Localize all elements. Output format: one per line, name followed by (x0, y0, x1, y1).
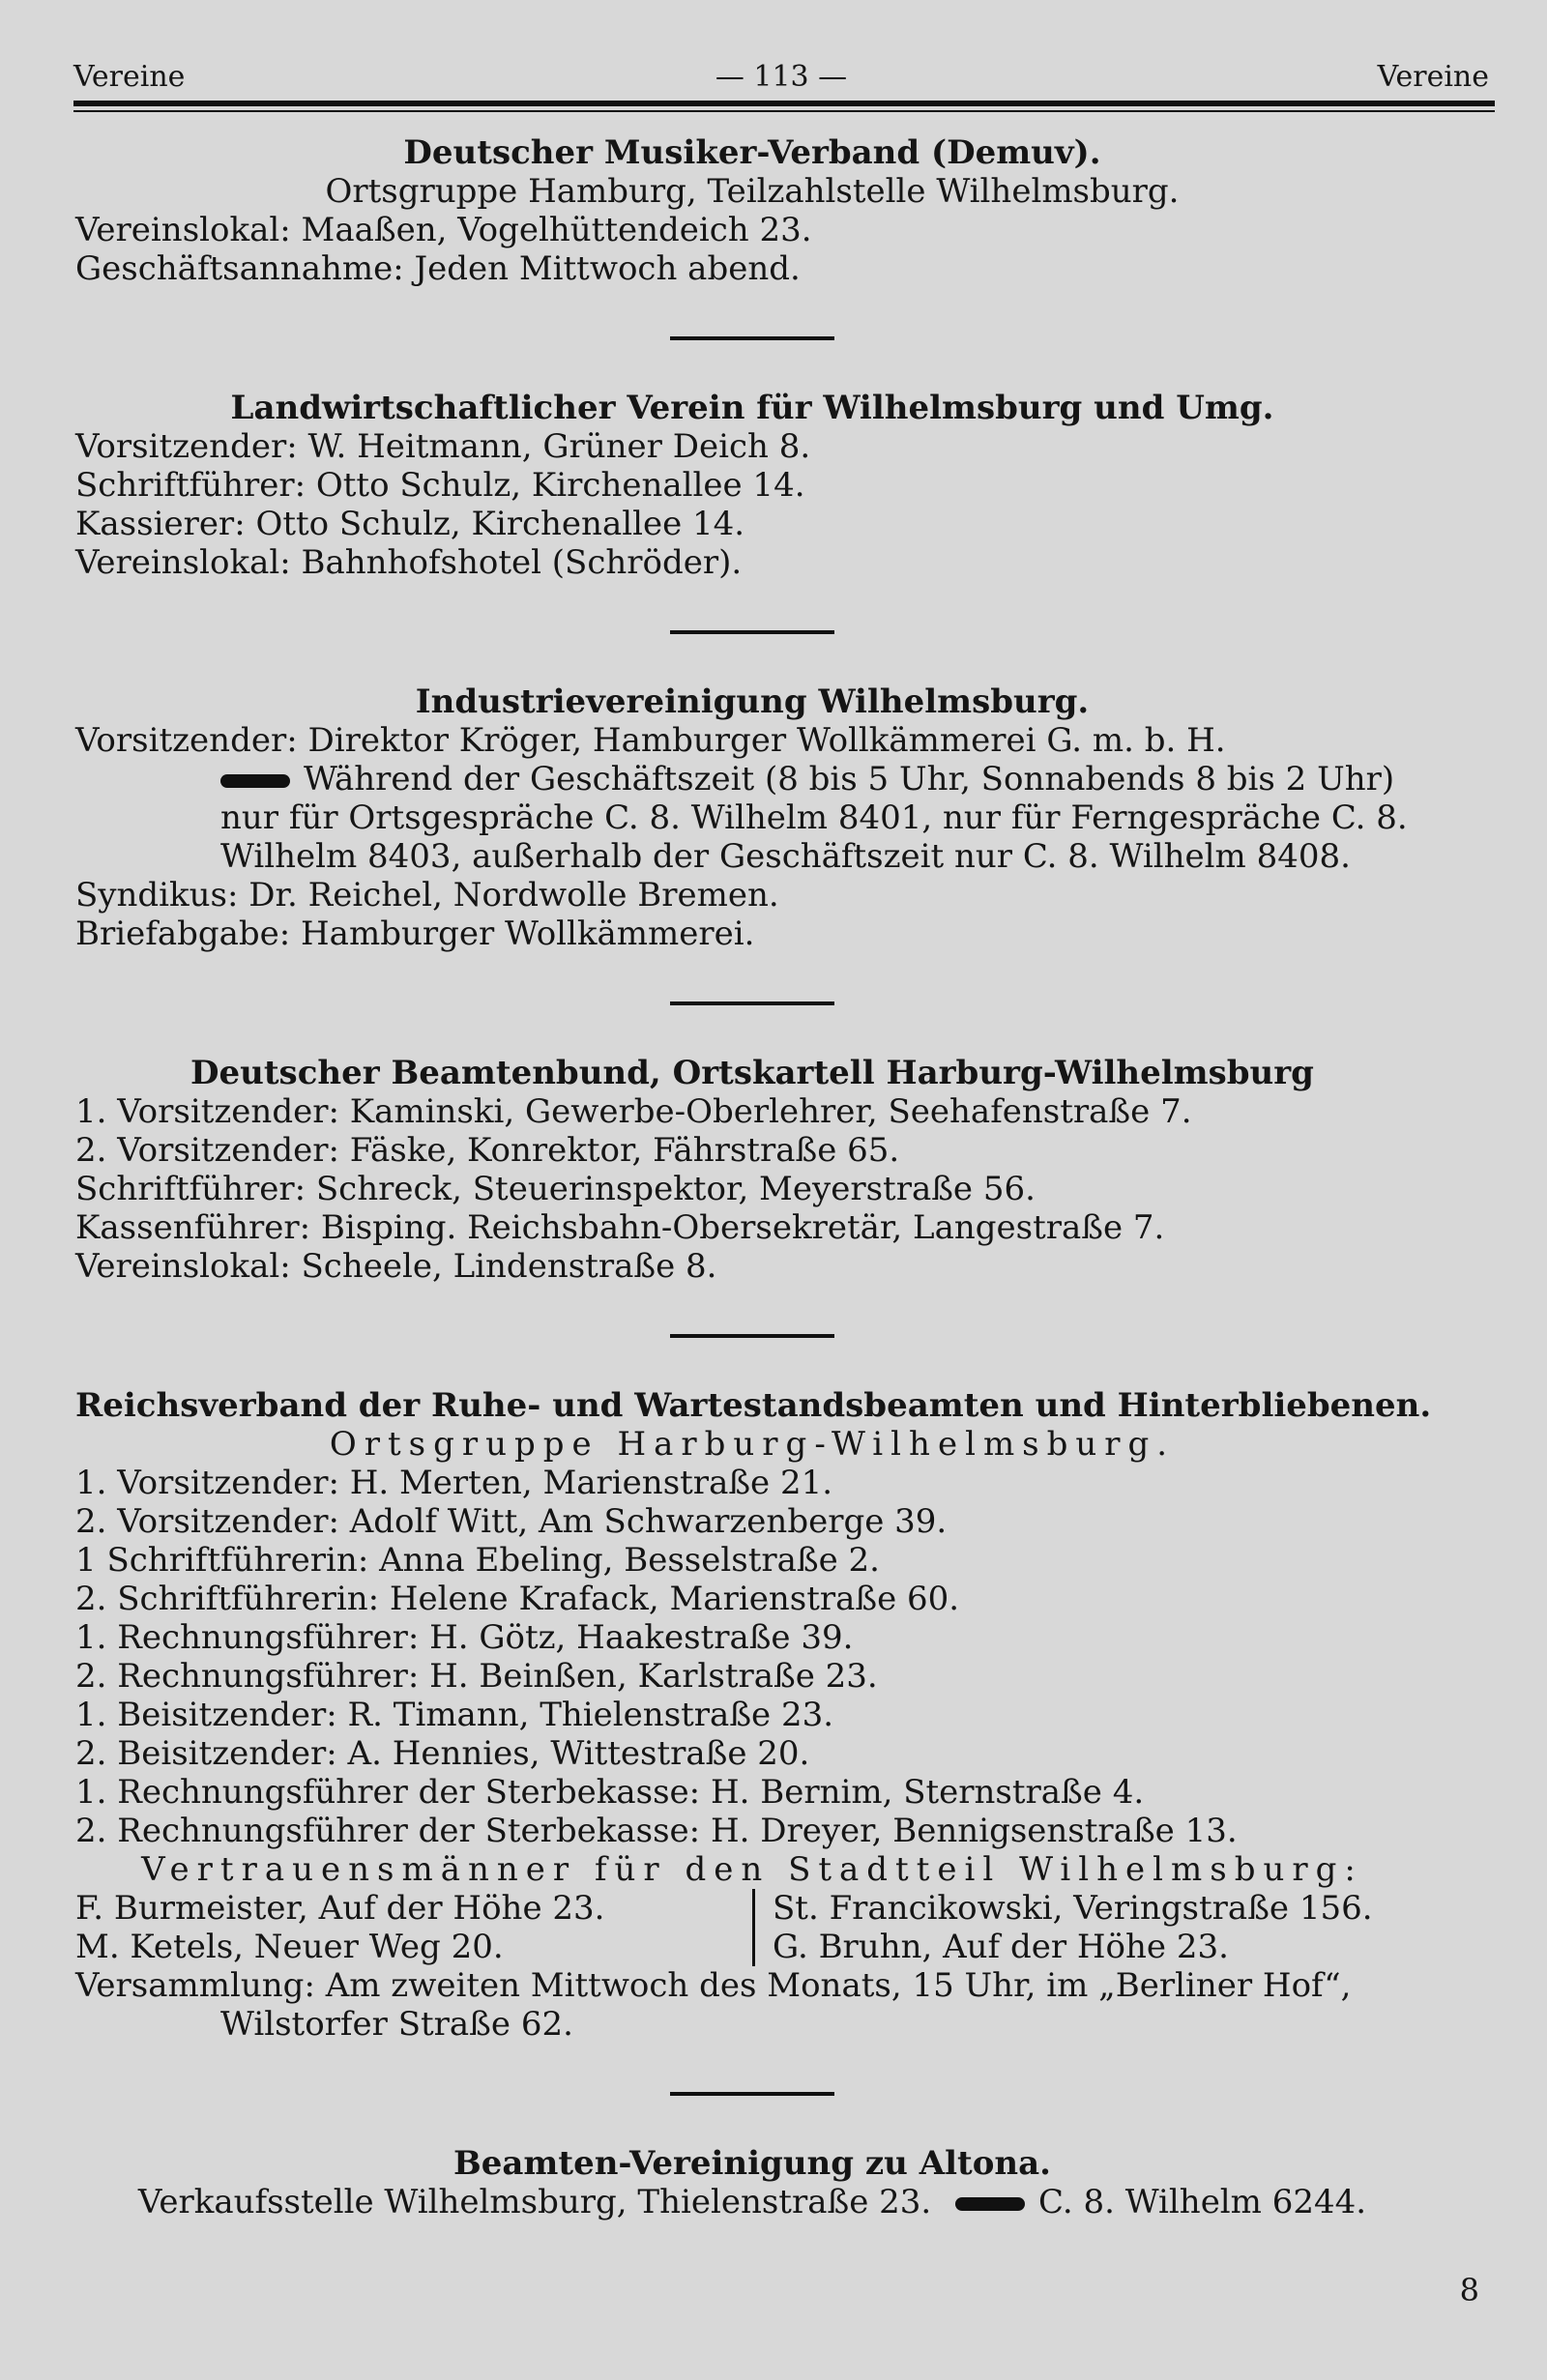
entry-line: Syndikus: Dr. Reichel, Nordwolle Bremen. (75, 876, 779, 914)
entry-line: Vereinslokal: Maaßen, Vogelhüttendeich 23. (75, 211, 812, 249)
phone-line: nur für Ortsgespräche C. 8. Wilhelm 8401, nur für Ferngespräche C. 8. (220, 798, 1408, 837)
trust-columns (75, 1889, 1429, 1966)
trust-left-column (75, 1889, 752, 1966)
section-musiker-verband (75, 133, 1429, 288)
header-left: Vereine (73, 60, 186, 94)
entry-line: 2. Vorsitzender: Adolf Witt, Am Schwarzenberge 39. (75, 1502, 948, 1541)
meeting-line: Versammlung: Am zweiten Mittwoch des Monats, 15 Uhr, im „Berliner Hof“, (75, 1966, 1352, 2005)
section-reichsverband (75, 1386, 1432, 2044)
entry-line: 1. Beisitzender: R. Timann, Thielenstraße 23. (75, 1696, 834, 1734)
entry-line: 2. Rechnungsführer der Sterbekasse: H. Dreyer, Bennigsenstraße 13. (75, 1812, 1238, 1850)
separator (75, 2044, 1429, 2144)
trust-entry: St. Francikowski, Veringstraße 156. (773, 1889, 1373, 1928)
entry-line: 1. Vorsitzender: H. Merten, Marienstraße 21. (75, 1464, 833, 1502)
entry-text: C. 8. Wilhelm 6244. (1038, 2183, 1367, 2221)
telephone-icon (220, 774, 290, 788)
entry-line: Kassenführer: Bisping. Reichsbahn-Obersekretär, Langestraße 7. (75, 1208, 1165, 1247)
section-title: Beamten-Vereinigung zu Altona. (452, 2144, 1051, 2183)
entry-line: Vorsitzender: W. Heitmann, Grüner Deich 8. (75, 427, 811, 466)
telephone-icon (955, 2197, 1025, 2211)
trust-title: Vertrauensmänner für den Stadtteil Wilhelmsburg: (141, 1850, 1363, 1889)
separator (75, 953, 1429, 1054)
header-right: Vereine (1377, 60, 1489, 94)
meeting-line: Wilstorfer Straße 62. (220, 2005, 573, 2044)
main-content (75, 133, 1432, 2221)
section-title: Industrievereinigung Wilhelmsburg. (415, 682, 1090, 721)
header-rule-thin (73, 110, 1495, 112)
separator (75, 582, 1429, 682)
phone-line (75, 760, 1429, 798)
entry-text: Verkaufsstelle Wilhelmsburg, Thielenstraße 23. (137, 2183, 932, 2221)
separator (75, 288, 1429, 389)
entry-line: Geschäftsannahme: Jeden Mittwoch abend. (75, 249, 801, 288)
entry-line (75, 2183, 1429, 2221)
entry-line: 1. Rechnungsführer: H. Götz, Haakestraße 39. (75, 1618, 854, 1657)
section-beamten-vereinigung (75, 2144, 1429, 2221)
entry-line: Schriftführer: Schreck, Steuerinspektor, Meyerstraße 56. (75, 1170, 1036, 1208)
section-industrievereinigung (75, 682, 1429, 953)
running-header (73, 60, 1489, 106)
section-beamtenbund (75, 1054, 1429, 1286)
entry-line: 2. Beisitzender: A. Hennies, Wittestraße 20. (75, 1734, 810, 1773)
section-title: Landwirtschaftlicher Verein für Wilhelmsburg und Umg. (230, 389, 1274, 427)
section-subtitle: Ortsgruppe Hamburg, Teilzahlstelle Wilhelmsburg. (325, 172, 1180, 211)
entry-line: Vorsitzender: Direktor Kröger, Hamburger Wollkämmerei G. m. b. H. (75, 721, 1226, 760)
entry-line: 2. Vorsitzender: Fäske, Konrektor, Fährstraße 65. (75, 1131, 900, 1170)
entry-line: 2. Schriftführerin: Helene Krafack, Marienstraße 60. (75, 1580, 960, 1618)
entry-line: 1. Vorsitzender: Kaminski, Gewerbe-Oberlehrer, Seehafenstraße 7. (75, 1092, 1192, 1131)
entry-line: Kassierer: Otto Schulz, Kirchenallee 14. (75, 505, 745, 543)
page-number: 8 (1459, 2272, 1479, 2308)
header-rule (73, 101, 1495, 106)
phone-text: Während der Geschäftszeit (8 bis 5 Uhr, Sonnabends 8 bis 2 Uhr) (304, 760, 1395, 798)
entry-line: Briefabgabe: Hamburger Wollkämmerei. (75, 914, 755, 953)
trust-entry: G. Bruhn, Auf der Höhe 23. (773, 1928, 1229, 1966)
entry-line: 2. Rechnungsführer: H. Beinßen, Karlstraße 23. (75, 1657, 878, 1696)
entry-line: Vereinslokal: Scheele, Lindenstraße 8. (75, 1247, 717, 1286)
trust-entry: M. Ketels, Neuer Weg 20. (75, 1928, 504, 1966)
entry-line: 1 Schriftführerin: Anna Ebeling, Besselstraße 2. (75, 1541, 880, 1580)
trust-right-column (752, 1889, 1373, 1966)
phone-line: Wilhelm 8403, außerhalb der Geschäftszeit nur C. 8. Wilhelm 8408. (220, 837, 1351, 876)
section-title: Deutscher Musiker-Verband (Demuv). (403, 133, 1101, 172)
entry-line: 1. Rechnungsführer der Sterbekasse: H. Bernim, Sternstraße 4. (75, 1773, 1145, 1812)
section-title: Deutscher Beamtenbund, Ortskartell Harburg-Wilhelmsburg (190, 1054, 1314, 1092)
separator (75, 1286, 1429, 1386)
section-landwirtschaftlicher-verein (75, 389, 1429, 582)
trust-entry: F. Burmeister, Auf der Höhe 23. (75, 1889, 605, 1928)
section-title: Reichsverband der Ruhe- und Wartestandsbeamten und Hinterbliebenen. (75, 1386, 1432, 1425)
entry-line: Vereinslokal: Bahnhofshotel (Schröder). (75, 543, 743, 582)
header-page-number: — 113 — (715, 60, 848, 94)
section-subtitle: Ortsgruppe Harburg-Wilhelmsburg. (329, 1425, 1176, 1464)
entry-line: Schriftführer: Otto Schulz, Kirchenallee 14. (75, 466, 805, 505)
